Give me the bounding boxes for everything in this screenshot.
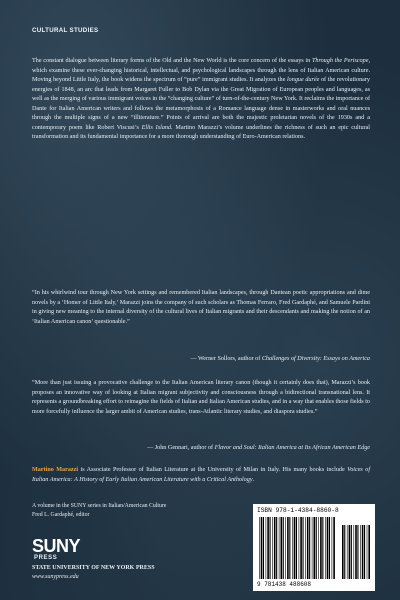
publisher-name: STATE UNIVERSITY OF NEW YORK PRESS: [32, 565, 155, 571]
publisher-url: www.sunypress.edu: [32, 574, 79, 580]
description-term: longue durée: [286, 77, 320, 83]
category-label: CULTURAL STUDIES: [32, 27, 99, 34]
poem-title: Ellis Island: [141, 124, 172, 131]
bio-text: is Associate Professor of Italian Literature at the University of Milan in Italy. His many books include: [78, 467, 348, 473]
author-bio: [32, 466, 370, 485]
blurb-quote-sollors: “In his whirlwind tour through New York settings and remembered Italian landscapes, through Dantean poetic appropriations and dime novels by a ‘Homer of Little Italy,’ Marazzi joins the company of such scholars as Thomas Ferraro, Fred Gardaphé, and Samuele Pardini in giving new meaning to the internal diversity of the cultural lives of Italian migrants and their descendants and making the notion of an ‘Italian American canon’ questionable.”: [32, 290, 370, 325]
blurb-quote-gennari: “More than just issuing a provocative challenge to the Italian American literary canon (though it certainly does that), Marazzi’s book proposes an innovative way of looking at Italian migrant subjectivity and consciousness through a bidirectional transnational lens. It represents a groundbreaking effort to reimagine the fields of Italian and Italian American studies, and in a way that enables those fields to more forcefully influence the larger ambit of American studies, trans-Atlantic literary studies, and diaspora studies.”: [32, 380, 370, 415]
barcode-number: 9 781438 488608: [257, 581, 312, 588]
book-title: Through the Periscope: [311, 58, 369, 64]
description-paragraph: [32, 57, 370, 143]
series-note: [32, 502, 232, 519]
blurb-attribution-gennari: [32, 445, 370, 451]
blurb-attribution-sollors: [32, 356, 370, 362]
barcode-bars: [259, 517, 335, 579]
series-line: A volume in the SUNY series in Italian/American Culture: [32, 503, 167, 509]
addon-bars: [342, 517, 370, 579]
attribution-text: — Werner Sollors, author of: [190, 356, 262, 362]
description-text: The constant dialogue between literary forms of the Old and the New World is the core concern of the essays in: [32, 58, 312, 64]
attribution-book: Flavor and Soul: Italian America at Its African American Edge: [214, 445, 370, 451]
description-text: of the revolutionary energies of 1848, an arc that leads from Margaret Fuller to Bob Dylan via the Great Migration of European peoples and languages, as well as the merging of various immigrant voices in the “changing culture” of turn-of-the-century New York. It reclaims the importance of Dante for Italian American writers and follows the metamorphosis of a Romance language dense in masterworks and oral nuances through the multiple signs of a new “illiterature.” Points of arrival are both the majestic proletarian novels of the 1930s and a contemporary poem like Robert Viscusi’s: [32, 77, 370, 131]
publisher-logo-press: PRESS: [34, 555, 58, 561]
isbn-text: ISBN 978-1-4384-8860-8: [257, 507, 339, 514]
bio-book-title: Voices of Italian America: A History of Early Italian American Literature with a Critical Anthology: [32, 467, 371, 483]
isbn-barcode: [253, 504, 375, 591]
author-name: Martino Marazzi: [32, 467, 79, 473]
bio-text: .: [252, 476, 255, 483]
publisher-logo: SUNY: [32, 536, 81, 556]
attribution-book: Challenges of Diversity: Essays on America: [261, 356, 370, 362]
description-text: , which examine these ever-changing historical, intellectual, and psychological landscapes through the lens of Italian American culture. Moving beyond Little Italy, the book widens the spectrum of “pure” immigrant studies. It analyzes the: [32, 58, 370, 83]
description-text: . Martino Marazzi’s volume underlines the richness of such an epic cultural transformation and its fundamental importance for a more thorough understanding of Euro-American relations.: [32, 124, 370, 140]
attribution-text: — John Gennari, author of: [147, 445, 215, 451]
series-editor: Fred L. Gardaphé, editor: [32, 511, 90, 518]
